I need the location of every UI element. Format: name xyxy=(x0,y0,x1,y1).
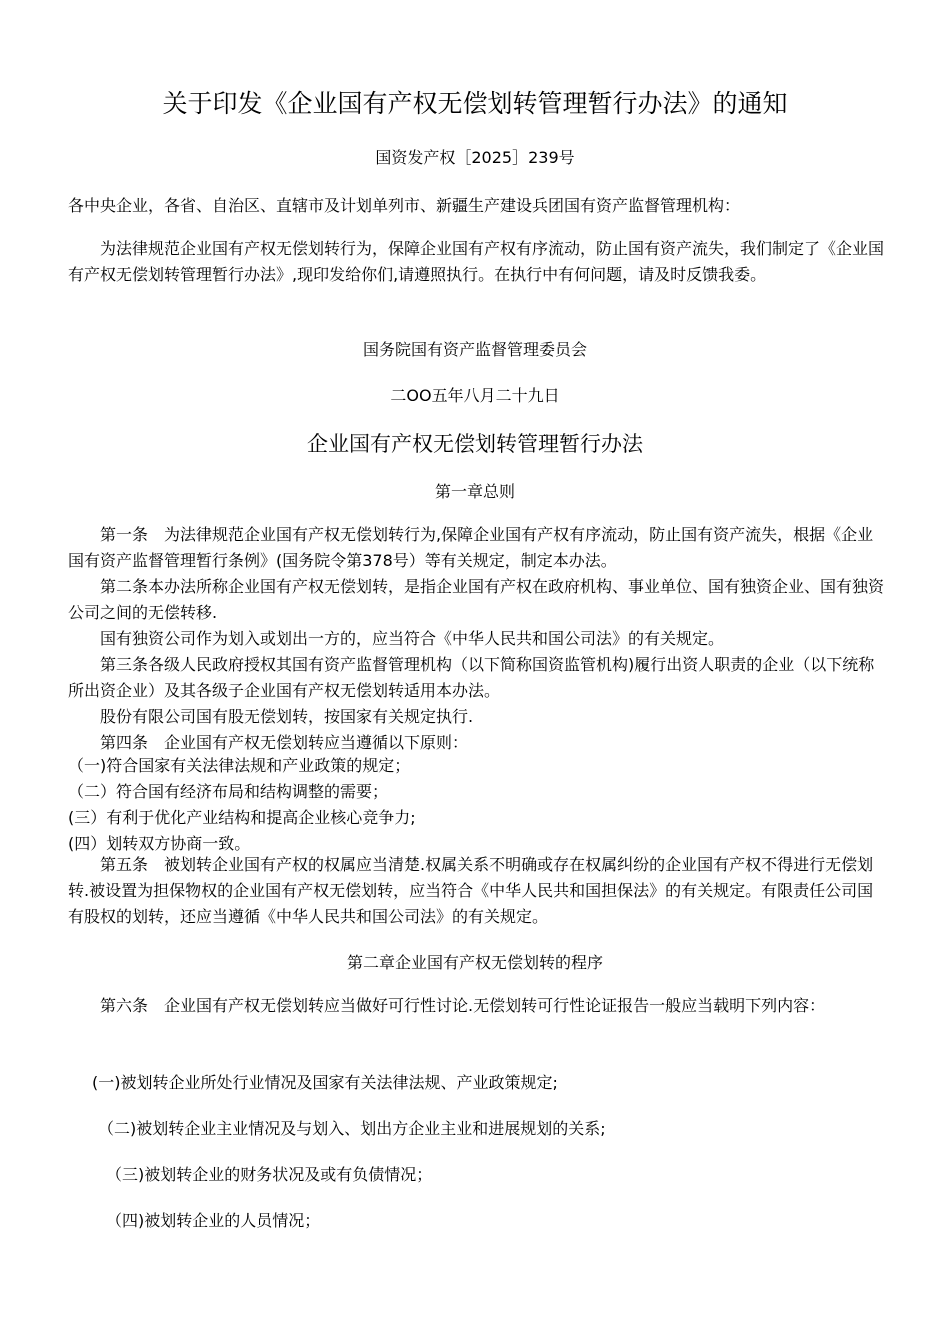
article-4: 第四条 企业国有产权无偿划转应当遵循以下原则： xyxy=(100,733,469,752)
measures-title: 企业国有产权无偿划转管理暂行办法 xyxy=(307,432,643,456)
article-4-item: (四）划转双方协商一致。 xyxy=(68,834,251,853)
issuer: 国务院国有资产监督管理委员会 xyxy=(362,340,587,359)
article-4-item: （二）符合国有经济布局和结构调整的需要； xyxy=(68,782,389,801)
article-3-extra: 股份有限公司国有股无偿划转，按国家有关规定执行. xyxy=(100,707,474,726)
issue-date: 二OO五年八月二十九日 xyxy=(390,386,560,405)
article-2: 第二条本办法所称企业国有产权无偿划转，是指企业国有产权在政府机构、事业单位、国有独资企业、国有独资公司之间的无偿转移. xyxy=(68,577,885,622)
notice-body: 为法律规范企业国有产权无偿划转行为，保障企业国有产权有序流动，防止国有资产流失，我们制定了《企业国有产权无偿划转管理暂行办法》,现印发给你们,请遵照执行。在执行中有何问题，请及时反馈我委。 xyxy=(68,239,885,284)
addressee: 各中央企业，各省、自治区、直辖市及计划单列市、新疆生产建设兵团国有资产监督管理机构： xyxy=(68,196,741,215)
article-1: 第一条 为法律规范企业国有产权无偿划转行为,保障企业国有产权有序流动，防止国有资产流失，根据《企业国有资产监督管理暂行条例》(国务院令第378号）等有关规定，制定本办法。 xyxy=(68,525,874,570)
notice-title: 关于印发《企业国有产权无偿划转管理暂行办法》的通知 xyxy=(162,89,788,118)
chapter-2-heading: 第二章企业国有产权无偿划转的程序 xyxy=(346,953,603,972)
article-6-item: （三)被划转企业的财务状况及或有负债情况； xyxy=(106,1165,433,1184)
article-4-item: (三）有利于优化产业结构和提高企业核心竞争力; xyxy=(68,808,416,827)
chapter-1-heading: 第一章总则 xyxy=(434,482,515,501)
article-3: 第三条各级人民政府授权其国有资产监督管理机构（以下简称国资监管机构)履行出资人职责的企业（以下统称所出资企业）及其各级子企业国有产权无偿划转适用本办法。 xyxy=(68,655,875,700)
article-2-extra: 国有独资公司作为划入或划出一方的，应当符合《中华人民共和国公司法》的有关规定。 xyxy=(100,629,725,648)
article-4-item: （一)符合国家有关法律法规和产业政策的规定； xyxy=(68,756,411,775)
article-6: 第六条 企业国有产权无偿划转应当做好可行性讨论.无偿划转可行性论证报告一般应当载明下列内容： xyxy=(100,996,826,1015)
article-6-item: (一)被划转企业所处行业情况及国家有关法律法规、产业政策规定; xyxy=(92,1073,558,1092)
article-6-item: （二)被划转企业主业情况及与划入、划出方企业主业和进展规划的关系; xyxy=(98,1119,606,1138)
article-6-item: （四)被划转企业的人员情况； xyxy=(106,1211,321,1230)
document-number: 国资发产权［2025］239号 xyxy=(375,148,575,167)
article-5: 第五条 被划转企业国有产权的权属应当清楚.权属关系不明确或存在权属纠纷的企业国有产权不得进行无偿划转.被设置为担保物权的企业国有产权无偿划转，应当符合《中华人民共和国担保法》的有关规定。有限责任公司国有股权的划转，还应当遵循《中华人民共和国公司法》的有关规定。 xyxy=(68,855,874,926)
